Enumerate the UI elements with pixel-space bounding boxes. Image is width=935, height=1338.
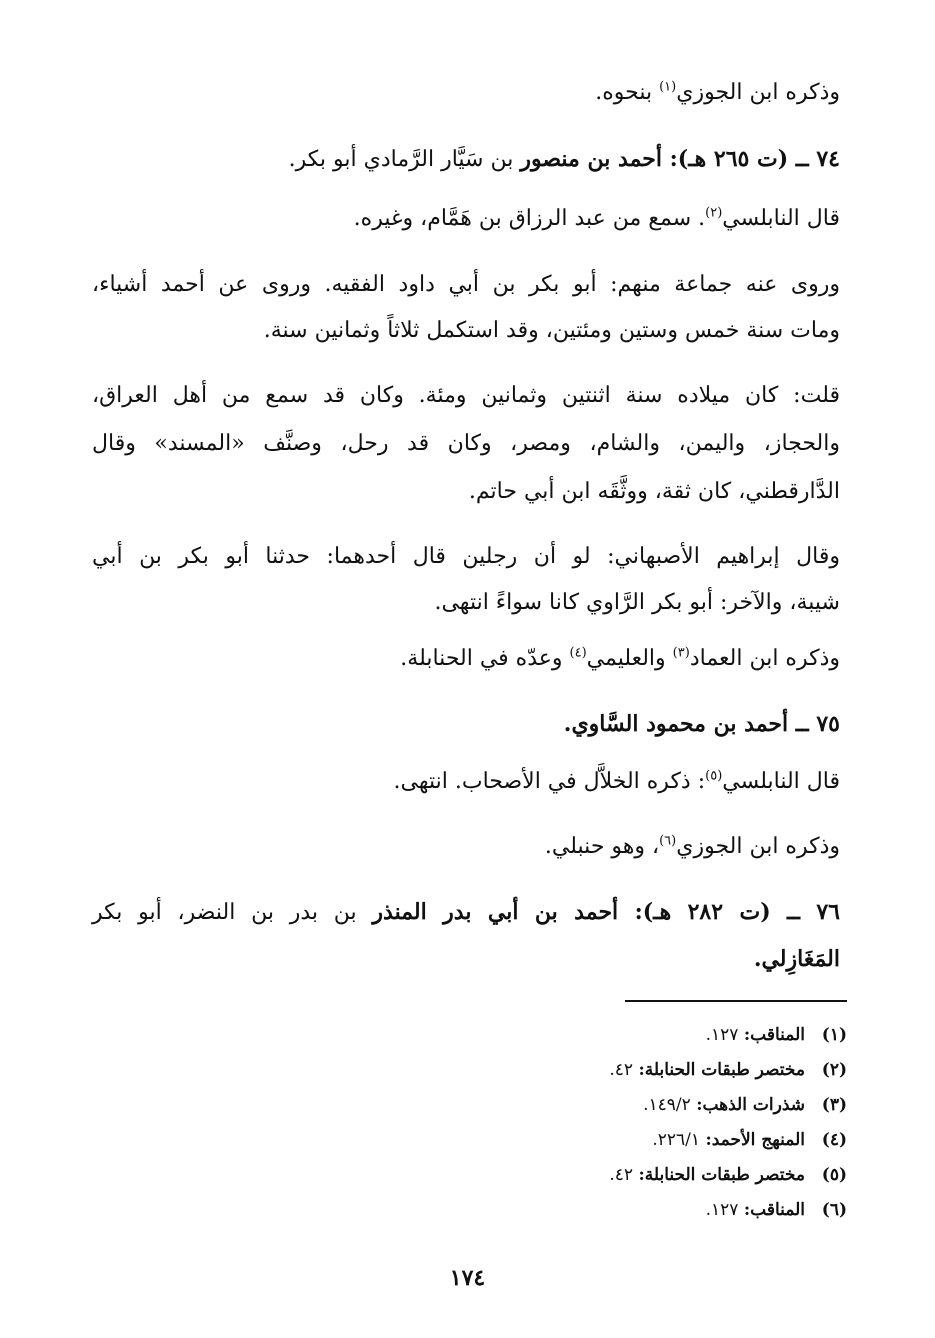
text-line-9: وقال إبراهيم الأصبهاني: لو أن رجلين قال أحدهما: حدثنا أبو بكر بن أبي <box>92 544 840 569</box>
text-line-1: وذكره ابن الجوزي$^{(١)}$ بنحوه. <box>595 79 840 105</box>
footnote-2: (٢)مختصر طبقات الحنابلة: ٤٢. <box>609 1060 847 1080</box>
footnote-ref-3[interactable]: (٣) <box>672 645 690 661</box>
entry-75-heading: ٧٥ ــ أحمد بن محمود السَّاوي. <box>563 711 840 737</box>
entry-76-heading: ٧٦ ــ (ت ٢٨٢ هـ): أحمد بن أبي بدر المنذر <box>372 899 840 925</box>
page-number: ١٧٤ <box>449 1265 486 1291</box>
text-line-11: وذكره ابن العماد$^{(٣)}$ والعليمي$^{(٤)}$ وعدّه في الحنابلة. <box>400 645 840 671</box>
footnote-divider <box>625 1000 847 1002</box>
entry-74-heading: ٧٤ ــ (ت ٢٦٥ هـ): أحمد بن منصور <box>520 146 840 172</box>
footnote-4: (٤)المنهج الأحمد: ٢٢٦/١. <box>652 1130 847 1150</box>
text-line-14: وذكره ابن الجوزي$^{(٦)}$، وهو حنبلي. <box>544 833 840 859</box>
text-line-7: والحجاز، واليمن، والشام، ومصر، وكان قد رحل، وصنَّف «المسند» وقال <box>92 431 840 456</box>
text-line-6: قلت: كان ميلاده سنة اثنتين وثمانين ومئة. وكان قد سمع من أهل العراق، <box>92 383 840 408</box>
text-line-4: وروى عنه جماعة منهم: أبو بكر بن أبي داود الفقيه. وروى عن أحمد أشياء، <box>92 272 840 297</box>
footnote-1: (١)المناقب: ١٢٧. <box>705 1025 847 1045</box>
text-line-16: المَغَازِلي. <box>753 946 840 972</box>
footnote-ref-1[interactable]: (١) <box>659 79 677 95</box>
text-line-3: قال النابلسي$^{(٢)}$. سمع من عبد الرزاق بن هَمَّام، وغيره. <box>353 205 840 231</box>
entry-76: ٧٦ ــ (ت ٢٨٢ هـ): أحمد بن أبي بدر المنذر بن بدر بن النضر، أبو بكر <box>92 899 840 925</box>
footnote-3: (٣)شذرات الذهب: ١٤٩/٢. <box>643 1095 847 1115</box>
text-line-10: شيبة، والآخر: أبو بكر الرَّاوي كانا سواءً انتهى. <box>434 590 840 615</box>
footnote-ref-6[interactable]: (٦) <box>659 833 677 849</box>
footnote-ref-2[interactable]: (٢) <box>705 205 723 221</box>
footnote-ref-4[interactable]: (٤) <box>569 645 587 661</box>
footnote-ref-5[interactable]: (٥) <box>705 768 723 784</box>
text-line-8: الدَّارقطني، كان ثقة، ووثَّقَه ابن أبي حاتم. <box>468 479 840 504</box>
footnote-6: (٦)المناقب: ١٢٧. <box>705 1200 847 1220</box>
footnote-5: (٥)مختصر طبقات الحنابلة: ٤٢. <box>609 1165 847 1185</box>
text-line-13: قال النابلسي$^{(٥)}$: ذكره الخلاَّل في الأصحاب. انتهى. <box>393 768 840 794</box>
text-line-5: ومات سنة خمس وستين ومئتين، وقد استكمل ثلاثاً وثمانين سنة. <box>263 318 840 343</box>
entry-74: ٧٤ ــ (ت ٢٦٥ هـ): أحمد بن منصور بن سَيَّار الرَّمادي أبو بكر. <box>288 146 840 172</box>
